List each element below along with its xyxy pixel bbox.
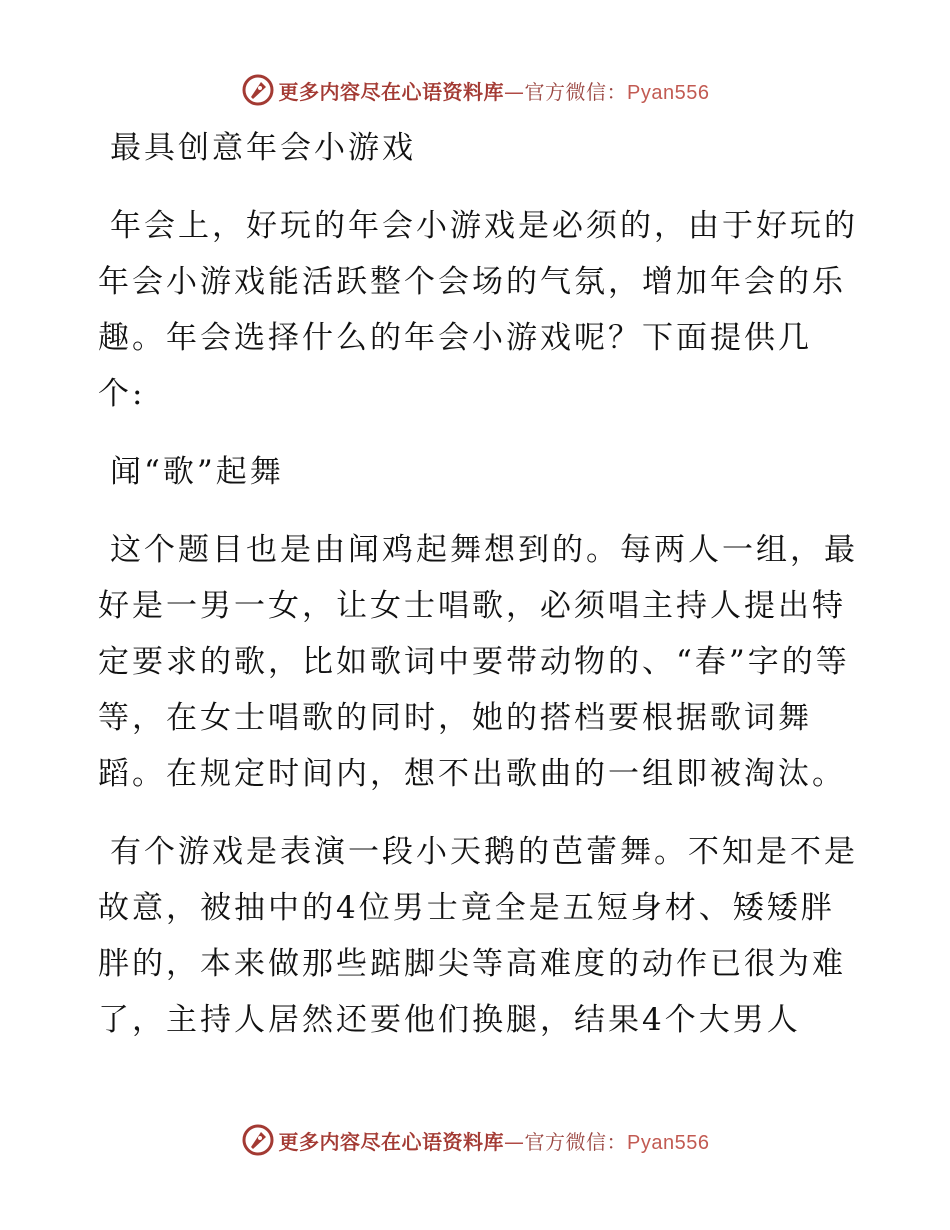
banner-separator: — xyxy=(504,1129,525,1154)
pen-nib-logo-icon xyxy=(241,73,275,107)
section-paragraph-1: 这个题目也是由闻鸡起舞想到的。每两人一组，最好是一男一女，让女士唱歌，必须唱主持人提出特定要求的歌，比如歌词中要带动物的、“春”字的等等，在女士唱歌的同时，她的搭档要根据歌词舞蹈。在规定时间内，想不出歌曲的一组即被淘汰。 xyxy=(98,532,858,792)
footer-banner xyxy=(0,1120,950,1160)
banner-wechat-id: Pyan556 xyxy=(627,81,710,104)
document-title: 最具创意年会小游戏 xyxy=(110,130,416,166)
pen-nib-logo-icon xyxy=(241,1123,275,1157)
banner-main-text: 更多内容尽在心语资料库 xyxy=(278,1129,505,1154)
banner-text xyxy=(279,76,710,105)
document-body xyxy=(98,120,858,1070)
banner-wechat-label: 官方微信： xyxy=(524,79,628,104)
section-heading: 闻“歌”起舞 xyxy=(110,454,284,490)
banner-separator: — xyxy=(504,79,525,104)
banner-wechat-id: Pyan556 xyxy=(627,1131,710,1154)
banner-wechat-label: 官方微信： xyxy=(524,1129,628,1154)
header-banner xyxy=(0,70,950,110)
intro-paragraph: 年会上，好玩的年会小游戏是必须的，由于好玩的年会小游戏能活跃整个会场的气氛，增加年会的乐趣。年会选择什么的年会小游戏呢？下面提供几个: xyxy=(98,208,858,412)
section-paragraph-2: 有个游戏是表演一段小天鹅的芭蕾舞。不知是不是故意，被抽中的4位男士竟全是五短身材、矮矮胖胖的，本来做那些踮脚尖等高难度的动作已很为难了，主持人居然还要他们换腿，结果4个大男人 xyxy=(98,834,858,1038)
banner-text xyxy=(279,1126,710,1155)
banner-main-text: 更多内容尽在心语资料库 xyxy=(278,79,505,104)
